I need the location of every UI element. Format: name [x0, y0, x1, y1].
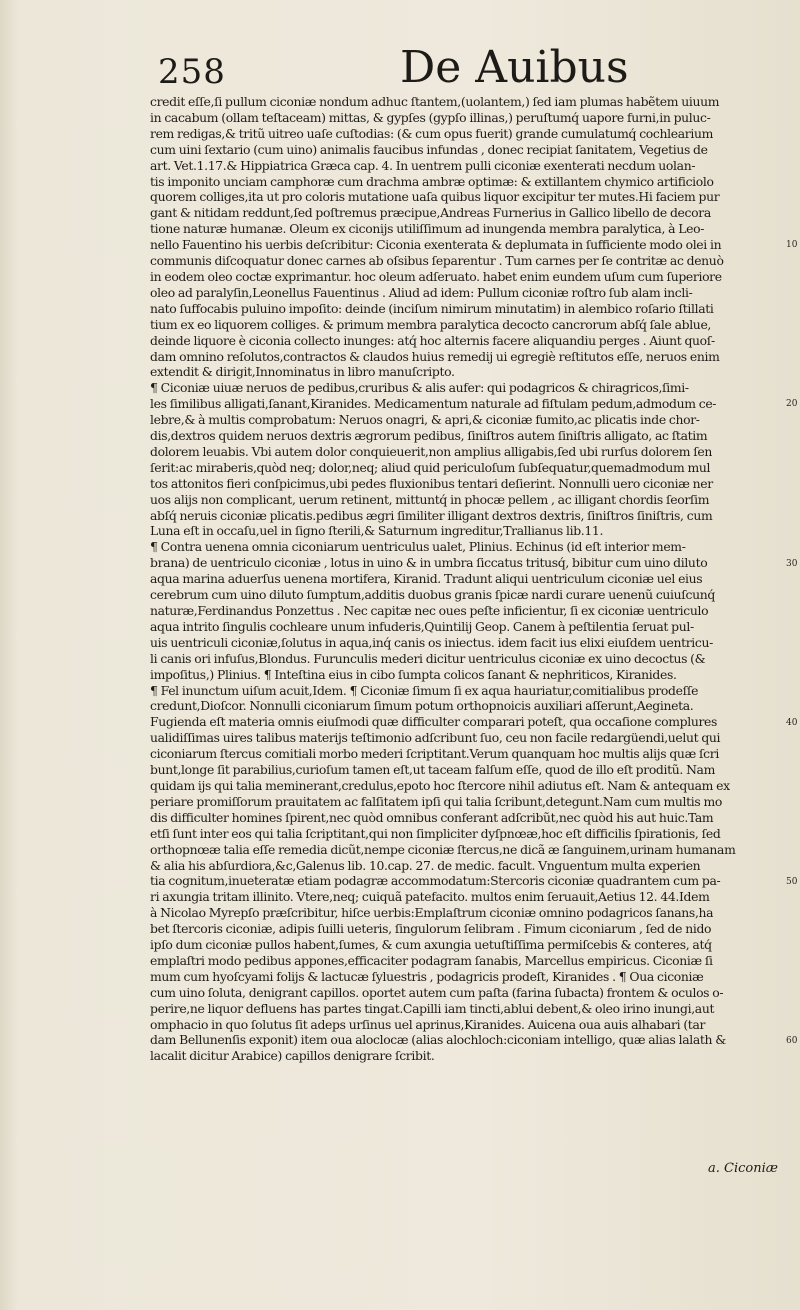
- text-line: cum uino ſoluta, denigrant capillos. oportet autem cum paſta (farina ſubacta) frontem & oculos o-: [150, 984, 724, 1000]
- text-line: cerebrum cum uino diluto ſumptum,additis duobus granis ſpicæ nardi curare uenenũ cuiuſcunq́: [150, 587, 715, 603]
- text-line: nato ſuffocabis puluino impoſito: deinde (inciſum nimirum minutatim) in alembico roſario ſtillati: [150, 300, 714, 316]
- page-number: 258: [158, 52, 226, 92]
- text-line: ualidiſſimas uires talibus materijs teſtimonio adſcribunt ſuo, ceu non facile redargüendi,uelut qui: [150, 730, 721, 746]
- body-text: [150, 94, 792, 1064]
- running-title: De Auibus: [400, 42, 629, 93]
- text-line: lacalit dicitur Arabice) capillos denigrare ſcribit.: [150, 1048, 435, 1064]
- text-line: emplaſtri modo pedibus appones,efficaciter podagram ſanabis, Marcellus empiricus. Ciconiæ ſi: [150, 952, 713, 968]
- text-line: & alia his abſurdiora,&c,Galenus lib. 10.cap. 27. de medic. facult. Vnguentum multa experien: [150, 857, 701, 873]
- text-line: ipſo dum ciconiæ pullos habent,ſumes, & cum axungia uetuſtiſſima permiſcebis & conteres, atq́: [150, 937, 712, 953]
- text-line: omphacio in quo ſolutus ſit adeps urſinus uel aprinus,Kiranides. Auicena oua auis alhabari (tar: [150, 1016, 706, 1032]
- text-line: aqua marina aduerſus uenena mortifera, Kiranid. Tradunt aliqui uentriculum ciconiæ uel eius: [150, 571, 703, 587]
- margin-line-number: 40: [786, 717, 798, 728]
- text-line: communis diſcoquatur donec carnes ab oſsibus ſeparentur . Tum carnes per ſe contritæ ac denuò: [150, 253, 724, 269]
- text-line: perire,ne liquor defluens has partes tingat.Capilli iam tincti,ablui debent,& oleo irino inungi,aut: [150, 1000, 715, 1016]
- margin-line-number: 60: [786, 1036, 798, 1047]
- text-line: aqua intrito ſingulis cochleare unum infuderis,Quintilij Geop. Canem à peſtilentia ſeruat pul-: [150, 618, 694, 634]
- text-line: dam omnino reſolutos,contractos & claudos huius remedij ui egregiè reſtitutos eſſe, neruos enim: [150, 348, 720, 364]
- margin-line-number: 30: [786, 558, 798, 569]
- text-line: in cacabum (ollam teſtaceam) mittas, & gypſes (gypſo illinas,) peruſtumq́ uapore furni,in puluc-: [150, 109, 711, 125]
- text-line: oleo ad paralyſin,Leonellus Fauentinus . Aliud ad idem: Pullum ciconiæ roſtro ſub alam incli-: [150, 284, 693, 300]
- text-line: tis imponito unciam camphoræ cum drachma ambræ optimæ: & extillantem chymico artificiolo: [150, 173, 714, 189]
- text-line: dis,dextros quidem neruos dextris ægrorum pedibus, ſiniſtros autem ſiniſtris alligato, ac ſtatim: [150, 428, 708, 444]
- text-line: bunt,longe ſit parabilius,curioſum tamen eſt,ut taceam falſum eſſe, quod de illo eſt proditũ. Nam: [150, 762, 715, 778]
- margin-line-number: 10: [786, 240, 798, 251]
- text-line: dis difficulter homines ſpirent,nec quòd omnibus conferant adſcribũt,nec quòd his aut huic.Tam: [150, 809, 714, 825]
- text-line: ¶ Ciconiæ uiuæ neruos de pedibus,cruribus & alis aufer: qui podagricos & chiragricos,ſimi-: [150, 380, 689, 396]
- text-line: li canis ori infuſus,Blondus. Furunculis mederi dicitur uentriculus ciconiæ ex uino decoctus (&: [150, 650, 706, 666]
- text-line: mum cum hyoſcyami folijs & lactucæ ſyluestris , podagricis prodeſt, Kiranides . ¶ Oua ciconiæ: [150, 968, 704, 984]
- text-line: les ſimilibus alligati,ſanant,Kiranides. Medicamentum naturale ad fiſtulam pedum,admodum ce-: [150, 396, 717, 412]
- text-line: art. Vet.1.17.& Hippiatrica Græca cap. 4. In uentrem pulli ciconiæ exenterati necdum uolan-: [150, 157, 696, 173]
- margin-line-number: 20: [786, 399, 798, 410]
- text-line: etſi ſunt inter eos qui talia ſcriptitant,qui non ſimpliciter dyſpnœæ,hoc eſt difficilis ſpirationis, ſed: [150, 825, 721, 841]
- text-line: Fugienda eſt materia omnis eiuſmodi quæ difficulter comparari poteſt, qua occaſione complures: [150, 714, 718, 730]
- text-line: naturæ,Ferdinandus Ponzettus . Nec capitæ nec oues peſte inficientur, ſi ex ciconiæ uentriculo: [150, 603, 709, 618]
- text-line: Luna eſt in occaſu,uel in ſigno ſterili,& Saturnum ingreditur,Trallianus lib.11.: [150, 523, 604, 539]
- text-line: bet ſtercoris ciconiæ, adipis ſuilli ueteris, ſingulorum ſelibram . Fimum ciconiarum , ſed de nido: [150, 921, 712, 937]
- text-line: lebre,& à multis comprobatum: Neruos onagri, & apri,& ciconiæ fumito,ac plicatis inde chor-: [150, 412, 700, 428]
- page-header: [150, 44, 790, 94]
- text-line: ri axungia tritam illinito. Vtere,neq; cuiquã patefacito. multos enim ſeruauit,Aetius 12. 44.Idem: [150, 889, 710, 905]
- text-line: ¶ Fel inunctum uiſum acuit,Idem. ¶ Ciconiæ ſimum ſi ex aqua hauriatur,comitialibus prodeſſe: [150, 682, 699, 698]
- text-line: tione naturæ humanæ. Oleum ex ciconijs utiliſſimum ad inungenda membra paralytica, à Leo-: [150, 221, 705, 237]
- text-line: ſerit:ac miraberis,quòd neq; dolor,neq; aliud quid periculoſum ſubſequatur,quemadmodum mul: [150, 459, 711, 475]
- text-line: quorem colliges,ita ut pro coloris mutatione uaſa quibus liquor excipitur ter mutes.Hi faciem pur: [150, 189, 720, 205]
- text-line: deinde liquore è ciconia collecto inunges: atq́ hoc alternis facere aliquandiu perges . Aiunt quoſ-: [150, 332, 715, 348]
- text-line: impoſitus,) Plinius. ¶ Inteſtina eius in cibo ſumpta colicos ſanant & nephriticos, Kiranides.: [150, 666, 677, 682]
- text-line: tia cognitum,inueteratæ etiam podagræ accommodatum:Stercoris ciconiæ quadrantem cum pa-: [150, 873, 721, 889]
- text-line: uis uentriculi ciconiæ,ſolutus in aqua,inq́ canis os iniectus. idem facit ius elixi eiuſdem uentricu-: [150, 634, 713, 650]
- text-line: rem redigas,& tritũ uitreo uaſe cuſtodias: (& cum opus fuerit) grande cumulatumq́ cochlearium: [150, 125, 713, 141]
- text-line: tos attonitos fieri conſpicimus,ubi pedes fluxionibus tentari deſierint. Nonnulli uero ciconiæ ner: [150, 475, 713, 491]
- text-line: gant & nitidam reddunt,ſed poſtremus præcipue,Andreas Furnerius in Gallico libello de decora: [150, 205, 711, 221]
- margin-line-number: 50: [786, 877, 798, 888]
- text-line: nello Fauentino his uerbis deſcribitur: Ciconia exenterata & deplumata in ſufficiente modo olei in: [150, 237, 722, 253]
- catchword: a. Ciconiæ: [708, 1161, 778, 1176]
- text-line: à Nicolao Myrepſo præſcribitur, hiſce uerbis:Emplaſtrum ciconiæ omnino podagricos ſanans,ha: [150, 905, 714, 921]
- text-line: brana) de uentriculo ciconiæ , lotus in uino & in umbra ſiccatus tritusq́, bibitur cum uino diluto: [150, 555, 708, 571]
- text-line: in eodem oleo coctæ exprimantur. hoc oleum adſeruato. habet enim eundem uſum cum ſuperiore: [150, 268, 722, 284]
- text-line: orthopnœæ talia eſſe remedia dicũt,nempe ciconiæ ſtercus,ne dicã æ ſanguinem,urinam humanam: [150, 841, 736, 857]
- text-line: tium ex eo liquorem colliges. & primum membra paralytica decocto cancrorum abſq́ ſale ablue,: [150, 316, 712, 332]
- text-line: quidam ijs qui talia meminerant,credulus,epoto hoc ſtercore nihil adiutus eſt. Nam & antequam ex: [150, 777, 730, 793]
- text-line: ciconiarum ſtercus comitiali morbo mederi ſcriptitant.Verum quanquam hoc multis alijs quæ ſcri: [150, 746, 719, 762]
- text-line: credit eſſe,ſi pullum ciconiæ nondum adhuc ſtantem,(uolantem,) ſed iam plumas habẽtem uiuum: [150, 94, 720, 109]
- text-line: extendit & dirigit,Innominatus in libro manuſcripto.: [150, 364, 455, 380]
- text-line: periare promiſſorum prauitatem ac falſitatem ipſi qui talia ſcribunt,detegunt.Nam cum multis mo: [150, 793, 722, 809]
- text-line: ¶ Contra uenena omnia ciconiarum uentriculus ualet, Plinius. Echinus (id eſt interior mem-: [150, 539, 686, 555]
- text-line: dolorem leuabis. Vbi autem dolor conquieuerit,non amplius alligabis,ſed ubi rurſus dolorem ſen: [150, 443, 713, 459]
- text-line: credunt,Dioſcor. Nonnulli ciconiarum ſimum potum orthopnoicis auxiliari aſſerunt,Aegineta.: [150, 698, 694, 714]
- text-line: uos alijs non complicant, uerum retinent, mittuntq́ in phocæ pellem , ac illigant chordis ſeorſim: [150, 491, 710, 507]
- text-line: dam Bellunenſis exponit) item oua aloclocæ (alias alochloch:ciconiam intelligo, quæ alias lalath &: [150, 1032, 726, 1048]
- text-line: abſq́ neruis ciconiæ plicatis.pedibus ægri ſimiliter illigant dextros dextris, ſiniſtros ſiniſtris, cum: [150, 507, 713, 523]
- text-line: cum uini ſextario (cum uino) animalis faucibus infundas , donec recipiat ſanitatem, Vegetius de: [150, 141, 708, 157]
